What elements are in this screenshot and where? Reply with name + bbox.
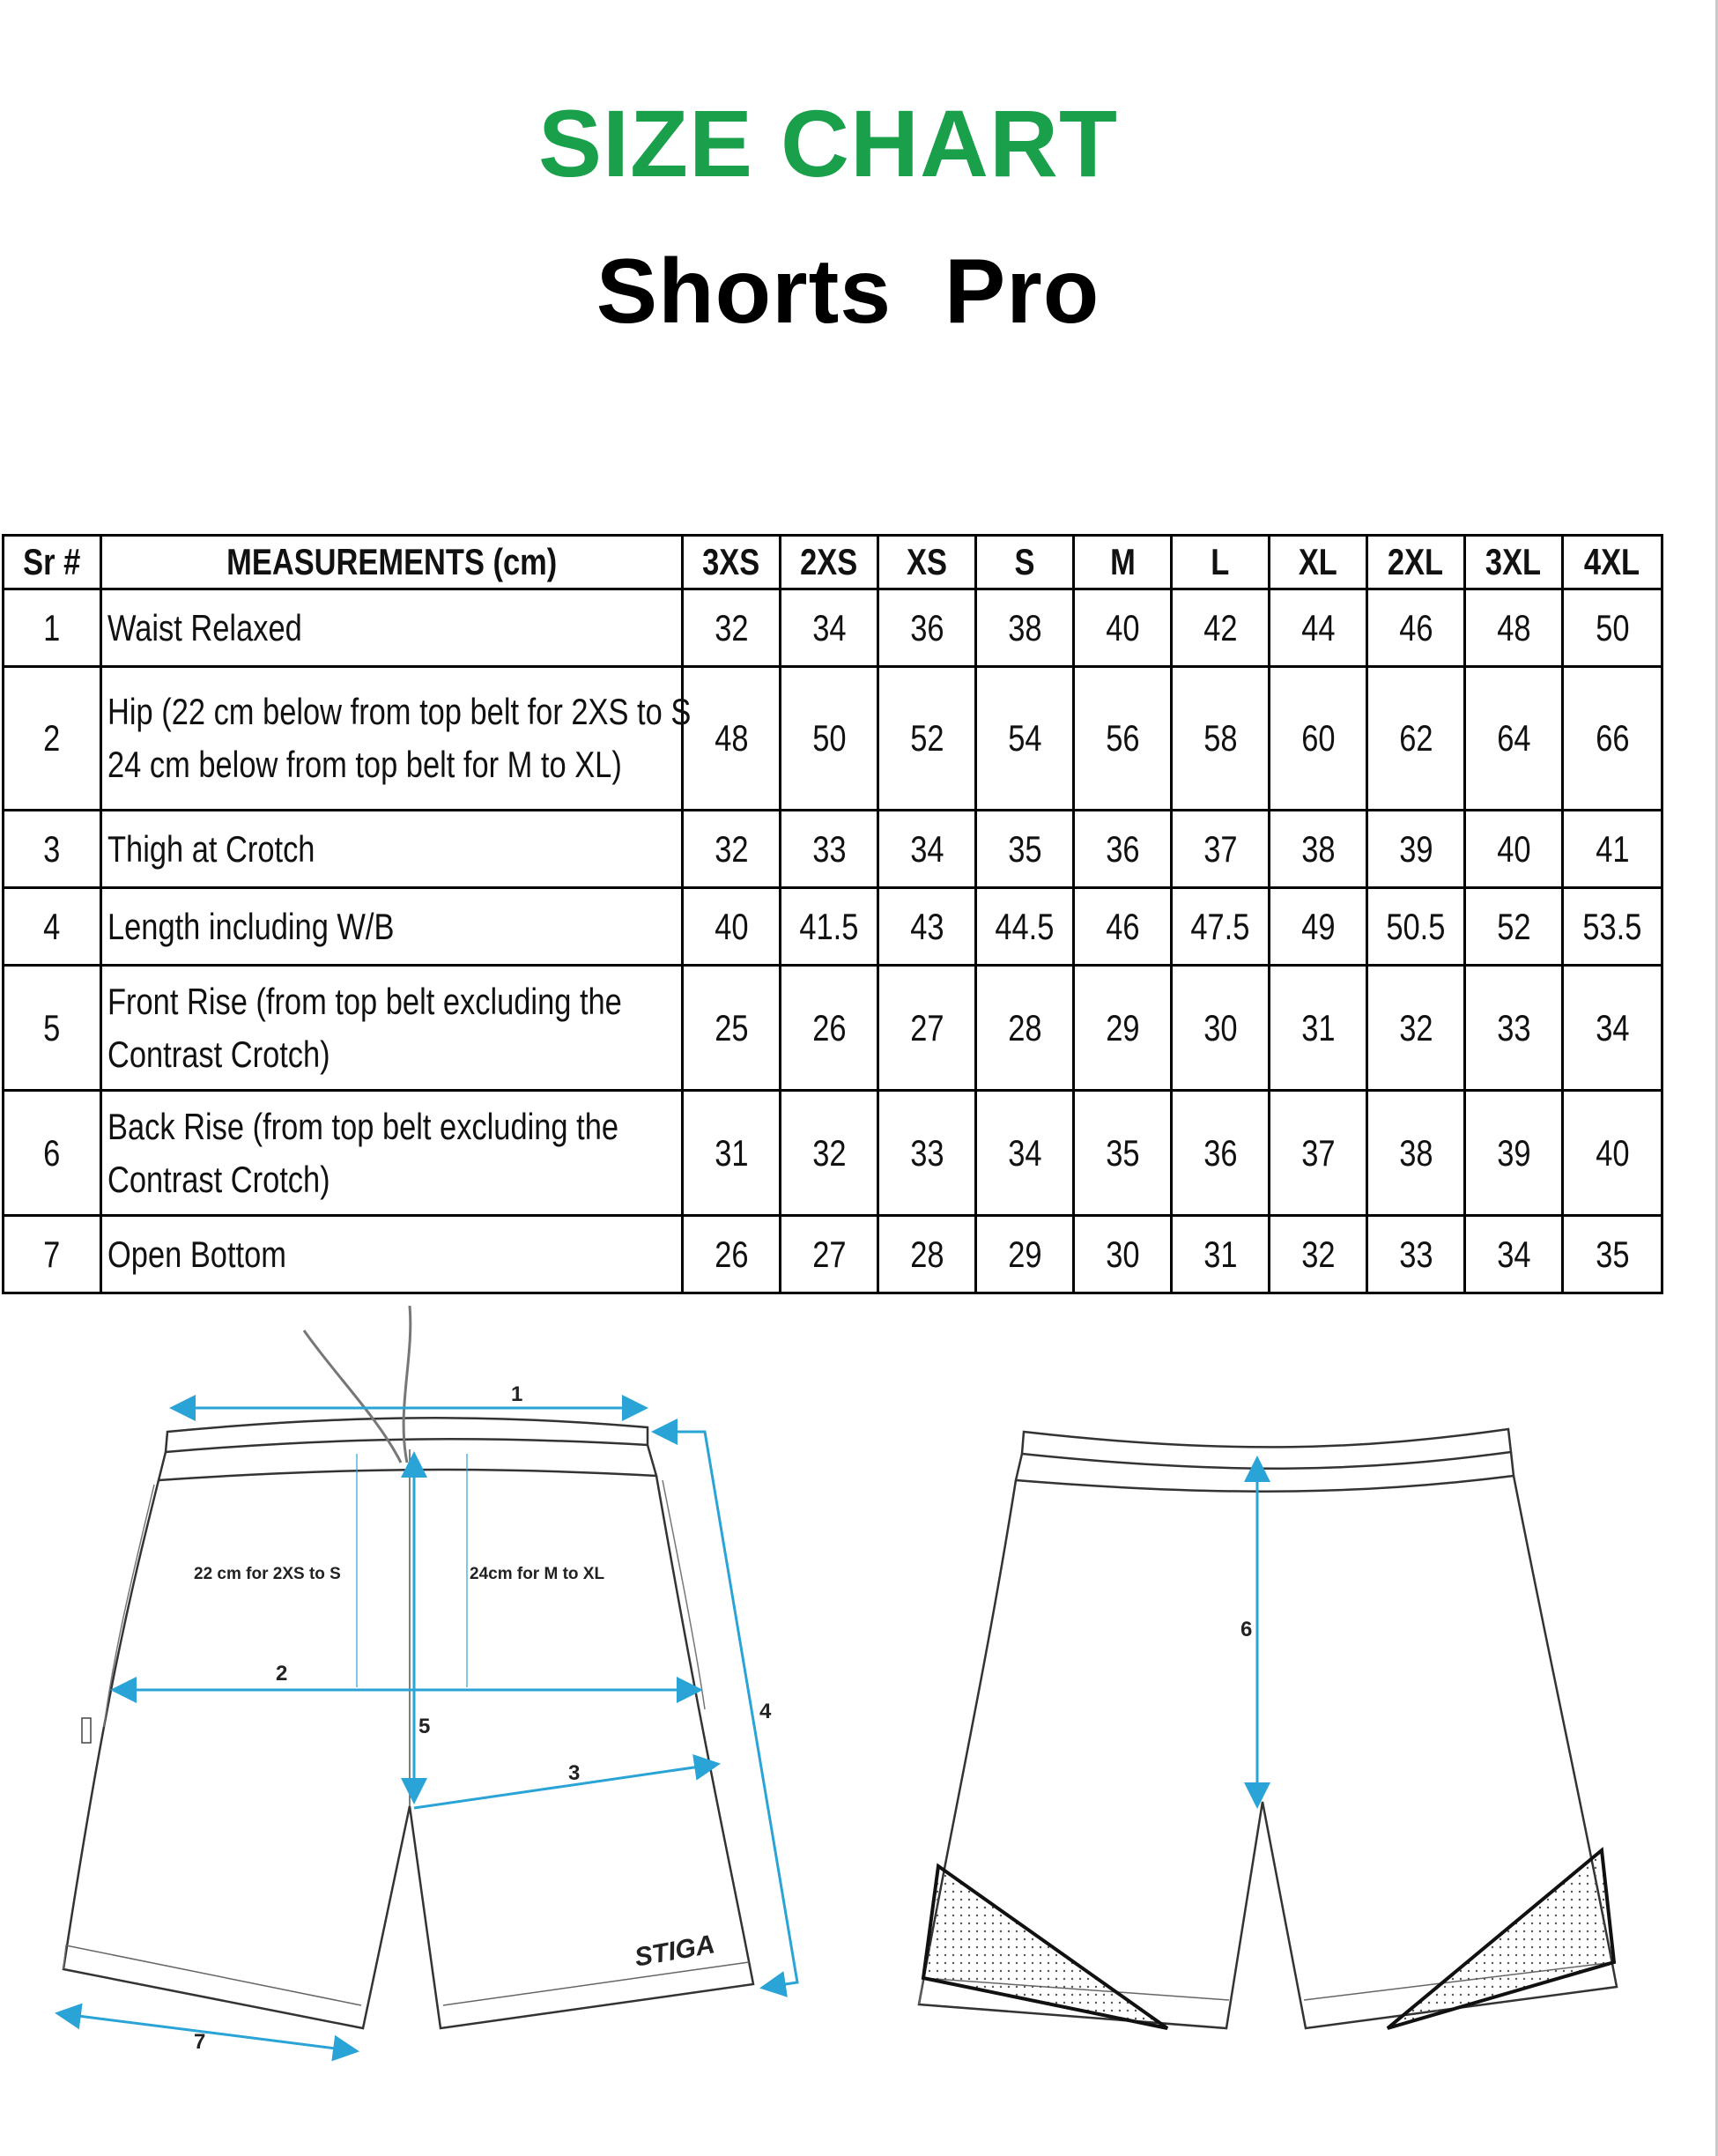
size-value-cell: 35 <box>976 811 1074 888</box>
size-value-cell: 29 <box>1074 966 1172 1091</box>
size-value-cell: 38 <box>1270 811 1367 888</box>
row-number: 6 <box>4 1091 101 1216</box>
size-value-cell: 38 <box>1367 1091 1465 1216</box>
header-size: 3XL <box>1465 536 1563 589</box>
size-value-cell: 28 <box>976 966 1074 1091</box>
size-value-cell: 52 <box>1465 888 1563 966</box>
measurement-label <box>101 1091 683 1216</box>
size-value-cell: 36 <box>1172 1091 1270 1216</box>
label-3: 3 <box>568 1761 581 1785</box>
measurement-label-line1: Front Rise (from top belt excluding the <box>107 980 622 1022</box>
table-row <box>4 589 1662 667</box>
size-value-cell: 32 <box>683 589 781 667</box>
page-title: SIZE CHART <box>538 90 1118 196</box>
size-value-cell: 39 <box>1465 1091 1563 1216</box>
size-value-cell: 44 <box>1270 589 1367 667</box>
table-row <box>4 966 1662 1091</box>
size-value-cell: 35 <box>1074 1091 1172 1216</box>
size-value-cell: 49 <box>1270 888 1367 966</box>
measurement-label-line2: 24 cm below from top belt for M to XL) <box>107 744 622 785</box>
size-value-cell: 62 <box>1367 667 1465 811</box>
size-value-cell: 33 <box>781 811 878 888</box>
size-value-cell: 27 <box>781 1216 878 1293</box>
measurement-label <box>101 589 683 667</box>
size-value-cell: 32 <box>1270 1216 1367 1293</box>
size-value-cell: 40 <box>1465 811 1563 888</box>
side-label-tag <box>82 1718 91 1743</box>
size-value-cell: 40 <box>1074 589 1172 667</box>
shorts-diagram <box>0 1295 1718 2088</box>
size-value-cell: 26 <box>781 966 878 1091</box>
size-value-cell: 46 <box>1367 589 1465 667</box>
table-row <box>4 667 1662 811</box>
size-value-cell: 39 <box>1367 811 1465 888</box>
note-m-to-xl: 24cm for M to XL <box>470 1565 605 1583</box>
size-value-cell: 32 <box>1367 966 1465 1091</box>
label-7: 7 <box>194 2030 206 2054</box>
row-number: 4 <box>4 888 101 966</box>
size-value-cell: 33 <box>1465 966 1563 1091</box>
table-row <box>4 811 1662 888</box>
size-value-cell: 32 <box>781 1091 878 1216</box>
subtitle-word-shorts: Shorts <box>596 241 892 343</box>
size-value-cell: 30 <box>1172 966 1270 1091</box>
stiga-logo: STIGA <box>632 1930 717 1973</box>
measurement-label <box>101 667 692 811</box>
measurement-label-line1: Open Bottom <box>107 1233 286 1275</box>
header-size: 2XL <box>1367 536 1465 589</box>
size-table <box>2 534 1663 1294</box>
page-subtitle <box>0 240 1696 345</box>
size-value-cell: 34 <box>878 811 976 888</box>
label-1: 1 <box>511 1382 523 1406</box>
header-size: XL <box>1270 536 1367 589</box>
size-value-cell: 34 <box>1465 1216 1563 1293</box>
size-value-cell: 53.5 <box>1563 888 1662 966</box>
size-value-cell: 47.5 <box>1172 888 1270 966</box>
size-value-cell: 42 <box>1172 589 1270 667</box>
measurement-label-line1: Back Rise (from top belt excluding the <box>107 1105 619 1147</box>
size-value-cell: 40 <box>683 888 781 966</box>
label-2: 2 <box>276 1662 288 1686</box>
size-value-cell: 60 <box>1270 667 1367 811</box>
size-value-cell: 34 <box>1563 966 1662 1091</box>
measurement-label <box>101 888 683 966</box>
row-number: 5 <box>4 966 101 1091</box>
size-value-cell: 52 <box>878 667 976 811</box>
size-value-cell: 33 <box>1367 1216 1465 1293</box>
row-number: 3 <box>4 811 101 888</box>
size-value-cell: 36 <box>1074 811 1172 888</box>
size-value-cell: 64 <box>1465 667 1563 811</box>
header-size: 4XL <box>1563 536 1662 589</box>
size-value-cell: 33 <box>878 1091 976 1216</box>
size-value-cell: 34 <box>976 1091 1074 1216</box>
size-value-cell: 32 <box>683 811 781 888</box>
size-value-cell: 31 <box>1270 966 1367 1091</box>
size-value-cell: 37 <box>1172 811 1270 888</box>
size-value-cell: 41.5 <box>781 888 878 966</box>
measurement-label-line2: Contrast Crotch) <box>107 1033 330 1075</box>
note-2xs-to-s: 22 cm for 2XS to S <box>194 1565 341 1583</box>
table-header-row <box>4 536 1662 589</box>
size-value-cell: 56 <box>1074 667 1172 811</box>
size-value-cell: 37 <box>1270 1091 1367 1216</box>
size-value-cell: 31 <box>683 1091 781 1216</box>
size-value-cell: 48 <box>683 667 781 811</box>
size-value-cell: 36 <box>878 589 976 667</box>
header-size: 3XS <box>683 536 781 589</box>
label-4: 4 <box>759 1700 772 1723</box>
subtitle-word-pro: Pro <box>944 241 1100 343</box>
size-value-cell: 58 <box>1172 667 1270 811</box>
size-value-cell: 38 <box>976 589 1074 667</box>
size-value-cell: 54 <box>976 667 1074 811</box>
table-row <box>4 1216 1662 1293</box>
label-6: 6 <box>1240 1618 1253 1641</box>
size-value-cell: 66 <box>1563 667 1662 811</box>
measurement-label <box>101 811 683 888</box>
row-number: 1 <box>4 589 101 667</box>
size-value-cell: 40 <box>1563 1091 1662 1216</box>
size-value-cell: 41 <box>1563 811 1662 888</box>
size-value-cell: 29 <box>976 1216 1074 1293</box>
size-value-cell: 50 <box>781 667 878 811</box>
measurement-label <box>101 1216 683 1293</box>
size-value-cell: 25 <box>683 966 781 1091</box>
table-row <box>4 888 1662 966</box>
row-number: 2 <box>4 667 101 811</box>
header-size: XS <box>878 536 976 589</box>
header-sr: Sr # <box>4 536 101 589</box>
size-value-cell: 28 <box>878 1216 976 1293</box>
size-value-cell: 30 <box>1074 1216 1172 1293</box>
size-value-cell: 35 <box>1563 1216 1662 1293</box>
size-value-cell: 27 <box>878 966 976 1091</box>
size-value-cell: 50.5 <box>1367 888 1465 966</box>
measurement-label-line1: Thigh at Crotch <box>107 827 315 870</box>
size-value-cell: 48 <box>1465 589 1563 667</box>
measurement-label-line2: Contrast Crotch) <box>107 1158 330 1200</box>
size-value-cell: 44.5 <box>976 888 1074 966</box>
row-number: 7 <box>4 1216 101 1293</box>
header-size: L <box>1172 536 1270 589</box>
header-size: M <box>1074 536 1172 589</box>
size-value-cell: 46 <box>1074 888 1172 966</box>
size-value-cell: 50 <box>1563 589 1662 667</box>
measurement-label-line1: Hip (22 cm below from top belt for 2XS to S <box>107 691 692 732</box>
size-value-cell: 34 <box>781 589 878 667</box>
header-measurements: MEASUREMENTS (cm) <box>101 536 683 589</box>
header-size: S <box>976 536 1074 589</box>
label-5: 5 <box>418 1715 431 1738</box>
measurement-label-line1: Length including W/B <box>107 905 395 947</box>
size-value-cell: 31 <box>1172 1216 1270 1293</box>
measurement-label <box>101 966 683 1091</box>
size-value-cell: 26 <box>683 1216 781 1293</box>
table-row <box>4 1091 1662 1216</box>
size-value-cell: 43 <box>878 888 976 966</box>
header-size: 2XS <box>781 536 878 589</box>
front-shorts <box>63 1418 753 2028</box>
measurement-labels <box>82 1382 1252 2054</box>
measurement-label-line1: Waist Relaxed <box>107 606 302 648</box>
